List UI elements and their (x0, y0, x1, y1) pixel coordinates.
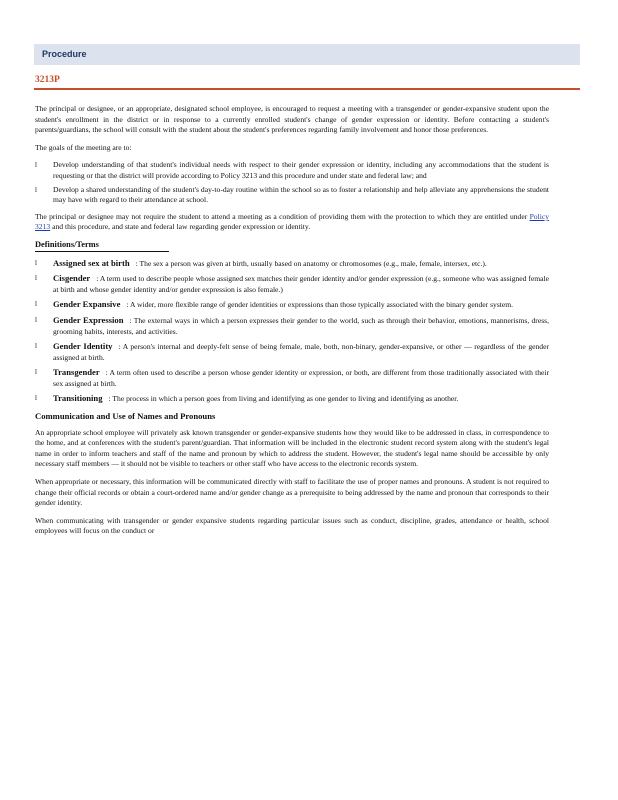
definition-text: : The external ways in which a person expresses their gender to the world, such as through their behavior, emotions, mannerisms, dress, grooming habits, interests, and activities. (53, 315, 550, 336)
definition-term: Transitioning (53, 393, 103, 404)
procedure-header-bar (34, 44, 580, 65)
definition-item (35, 393, 549, 405)
definition-text: : The process in which a person goes from living and identifying as one gender to living and identifying as another. (108, 394, 459, 404)
bullet-icon: l (35, 258, 37, 267)
bullet-icon: l (35, 274, 37, 283)
header-title: Procedure (42, 49, 87, 59)
definition-text: : The sex a person was given at birth, usually based on anatomy or chromosomes (e.g., male, female, intersex, etc.). (135, 258, 487, 268)
policy-link[interactable]: Policy 3213 (35, 211, 549, 232)
principal-paragraph (35, 212, 549, 233)
communication-paragraph-2: When appropriate or necessary, this information will be communicated directly with staff to facilitate the use of proper names and pronouns. A student is not required to change their official records or obtain a court-ordered name and/or gender change as a prerequisite to being addressed by the name and pronoun that corresponds to their gender identity. (35, 477, 549, 508)
intro-paragraph: The principal or designee, or an appropriate, designated school employee, is encouraged to request a meeting with a transgender or gender-expansive student upon the student's enrollment in the district or in response to a currently enrolled student's change of gender expression or identity. Before contacting a student's parents/guardians, the school will consult with the student about the student's preferences regarding family involvement and honor those preferences. (35, 104, 549, 135)
document-body (35, 104, 549, 544)
definition-item (35, 341, 549, 363)
definition-term: Assigned sex at birth (53, 257, 130, 268)
definition-term: Transgender (53, 367, 100, 378)
definition-term: Gender Expansive (53, 299, 121, 310)
definition-text: : A term used to describe people whose assigned sex matches their gender identity and/or gender expression (e.g., someone who was assigned female at birth and whose gender identity and/or gender expression is also female.) (53, 274, 550, 294)
definitions-list (35, 258, 549, 406)
definition-item (35, 315, 549, 337)
policy-code: 3213P (35, 75, 60, 85)
definition-item (35, 258, 549, 270)
definition-term: Cisgender (53, 273, 91, 284)
definition-item (35, 299, 549, 311)
bullet-icon: l (35, 300, 37, 309)
definition-term: Gender Expression (53, 314, 124, 325)
goal-text: Develop understanding of that student's individual needs with respect to their gender expression or identity, including any accommodations that the student is requesting or that the district will provide according to Policy 3213 and this procedure and under state and federal law; and (53, 160, 549, 180)
definition-item (35, 273, 549, 295)
goal-text: Develop a shared understanding of the student's day-to-day routine within the school so as to foster a relationship and help alleviate any apprehensions the student may have with regard to their attendance at school. (53, 184, 549, 205)
goal-item (35, 185, 549, 206)
bullet-icon: l (35, 315, 37, 324)
principal-text-start: The principal or designee may not require the student to attend a meeting as a condition of providing them with the protection to which they are entitled under (35, 211, 528, 221)
bullet-icon: l (35, 342, 37, 351)
definition-text: : A person's internal and deeply-felt sense of being female, male, both, non-binary, gender-expansive, or other — regardless of the gender assigned at birth. (53, 342, 550, 362)
definition-item (35, 367, 549, 389)
definition-term: Gender Identity (53, 341, 113, 352)
bullet-icon: l (35, 185, 37, 194)
bullet-icon: l (35, 394, 37, 403)
goals-intro: The goals of the meeting are to: (35, 142, 132, 152)
communication-paragraph-1: An appropriate school employee will privately ask known transgender or gender-expansive students how they would like to be addressed in class, in correspondence to the home, and at conferences with the student's parent/guardian. That information will be included in the electronic student record system along with the student's legal name in order to inform teachers and staff of the name and pronoun by which to address the student. However, the student's legal name should be accessible by only necessary staff members — it should not be visible to teachers or other staff who have access to the electronic records system. (35, 427, 549, 469)
definition-text: : A wider, more flexible range of gender identities or expressions than those typically associated with the binary gender system. (126, 300, 514, 310)
header-rule (34, 88, 580, 90)
communication-paragraph-3: When communicating with transgender or gender expansive students regarding particular issues such as conduct, discipline, grades, attendance or health, school employees will focus on the conduct or (35, 515, 549, 536)
definition-text: : A term often used to describe a person whose gender identity or expression, or both, are different from those traditionally associated with their sex assigned at birth. (53, 368, 549, 388)
definitions-heading: Definitions/Terms (35, 240, 169, 252)
principal-text-end: and this procedure, and state and federal law regarding gender expression or identity. (52, 222, 311, 232)
goals-list (35, 160, 549, 205)
goal-item (35, 160, 549, 181)
bullet-icon: l (35, 368, 37, 377)
communication-heading: Communication and Use of Names and Pronouns (35, 411, 216, 422)
bullet-icon: l (35, 161, 37, 170)
